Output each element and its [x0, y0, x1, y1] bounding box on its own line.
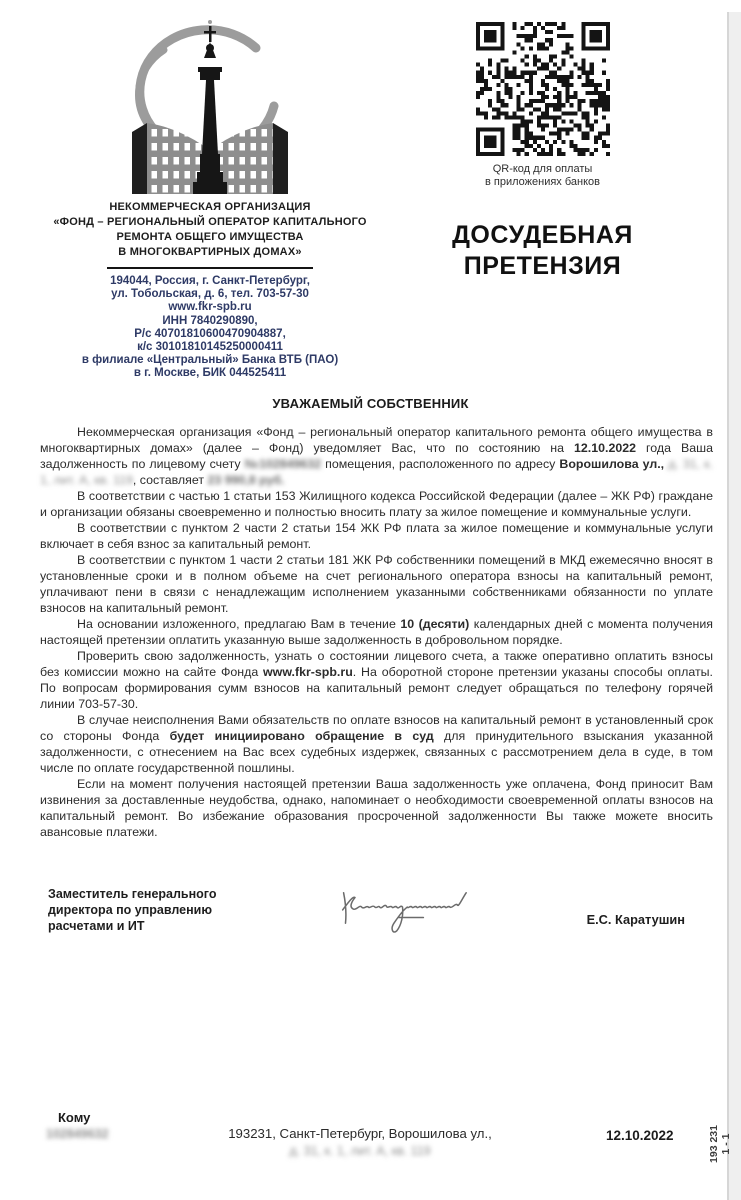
page-edge-shadow [727, 12, 741, 1200]
paragraph: В соответствии с частью 1 статьи 153 Жилищного кодекса Российской Федерации (далее – ЖК РФ) граждане и организации обязаны своевременно и полностью вносить плату за жилое помещение и коммунальные услуги. [40, 488, 713, 519]
redacted-text: №102849632 [244, 456, 322, 471]
paragraph: В случае неисполнения Вами обязательств по оплате взносов на капитальный ремонт в установленный срок со стороны Фонда будет инициировано обращение в суд для принудительного взыскания указанной задолженности, с отнесением на Вас всех судебных издержек, связанных с рассмотрением дела в суде, в том числе по оплате государственной пошлины. [40, 712, 713, 775]
organization-contacts: 194044, Россия, г. Санкт-Петербург, ул. Тобольская, д. 6, тел. 703-57-30 www.fkr-spb.ru ИНН 7840290890, Р/с 40701810600470904887, к/с 30101810145250000411 в филиале «Центральный» Банка ВТБ (ПАО) в г. Москве, БИК 044525411 [81, 275, 339, 380]
letterhead-divider [107, 267, 313, 269]
qr-code [476, 22, 610, 156]
salutation-heading: УВАЖАЕМЫЙ СОБСТВЕННИК [272, 395, 469, 411]
document-date: 12.10.2022 [606, 1128, 674, 1143]
recipient-label: Кому [58, 1110, 91, 1125]
letterhead-left-column [40, 14, 380, 381]
signer-position: Заместитель генерального директора по управлению расчетами и ИТ [48, 886, 217, 933]
mailing-footer [0, 1106, 741, 1186]
redacted-text: 23 990,8 руб. [207, 472, 285, 487]
handwritten-signature [336, 876, 488, 940]
paragraph: Проверить свою задолженность, узнать о состоянии лицевого счета, а также оперативно оплатить взносы без комиссии можно на сайте Фонда www.fkr-spb.ru. На оборотной стороне претензии указаны способы оплаты. По вопросам формирования сумм взносов на капитальный ремонт следует обращаться по телефону горячей линии 703-57-30. [40, 648, 713, 711]
print-batch-mark: 193 231 1 - 1 [708, 1125, 733, 1163]
signature-block [0, 886, 741, 940]
redacted-text: д. 31, к. 1, лит. А, кв. 119 [40, 456, 714, 487]
document-title: ДОСУДЕБНАЯ ПРЕТЕНЗИЯ [452, 221, 633, 280]
recipient-address [130, 1126, 590, 1158]
paragraph: В соответствии с пунктом 2 части 2 статьи 154 ЖК РФ плата за жилое помещение и коммунальные услуги включает в себя взнос за капитальный ремонт. [40, 520, 713, 551]
signer-name: Е.С. Каратушин [586, 911, 685, 927]
redacted-account-number: 102849632 [46, 1127, 109, 1141]
paragraph: В соответствии с пунктом 1 части 2 статьи 181 ЖК РФ собственники помещений в МКД ежемесячно вносят в установленные сроки и в полном объеме на счет регионального оператора взносы на капитальный ремонт, уплачивают пени в связи с ненадлежащим исполнением указанными собственниками обязанности по уплате взносов на капитальный ремонт. [40, 552, 713, 615]
paragraph: На основании изложенного, предлагаю Вам в течение 10 (десяти) календарных дней с момента получения настоящей претензии оплатить указанную выше задолженность в добровольном порядке. [40, 616, 713, 647]
paragraph: Если на момент получения настоящей претензии Ваша задолженность уже оплачена, Фонд приносит Вам извинения за доставленные неудобства, однако, напоминает о необходимости своевременной оплаты взносов на капитальный ремонт. Во избежание образования просроченной задолженности Вы также можете вносить авансовые платежи. [40, 776, 713, 839]
qr-block [476, 22, 610, 189]
organization-name: НЕКОММЕРЧЕСКАЯ ОРГАНИЗАЦИЯ «ФОНД – РЕГИОНАЛЬНЫЙ ОПЕРАТОР КАПИТАЛЬНОГО РЕМОНТА ОБЩЕГО ИМУЩЕСТВА В МНОГОКВАРТИРНЫХ ДОМАХ» [53, 201, 367, 258]
redacted-address-line2: д. 31, к. 1, лит. А, кв. 119 [289, 1144, 431, 1158]
letterhead-right-column [380, 14, 705, 381]
fund-logo-icon [94, 14, 326, 196]
paragraph: Некоммерческая организация «Фонд – региональный оператор капитального ремонта общего имущества в многоквартирных домах» (далее – Фонд) уведомляет Вас, что по состоянию на 12.10.2022 года Ваша задолженность по лицевому счету №102849632 помещения, расположенного по адресу Ворошилова ул., д. 31, к. 1, лит. А, кв. 119, составляет 23 990,8 руб. [40, 424, 714, 487]
letterhead [0, 0, 741, 381]
letter-body [0, 424, 741, 840]
recipient-address-line1: 193231, Санкт-Петербург, Ворошилова ул., [228, 1126, 492, 1141]
qr-caption: QR-код для оплаты в приложениях банков [484, 163, 600, 188]
